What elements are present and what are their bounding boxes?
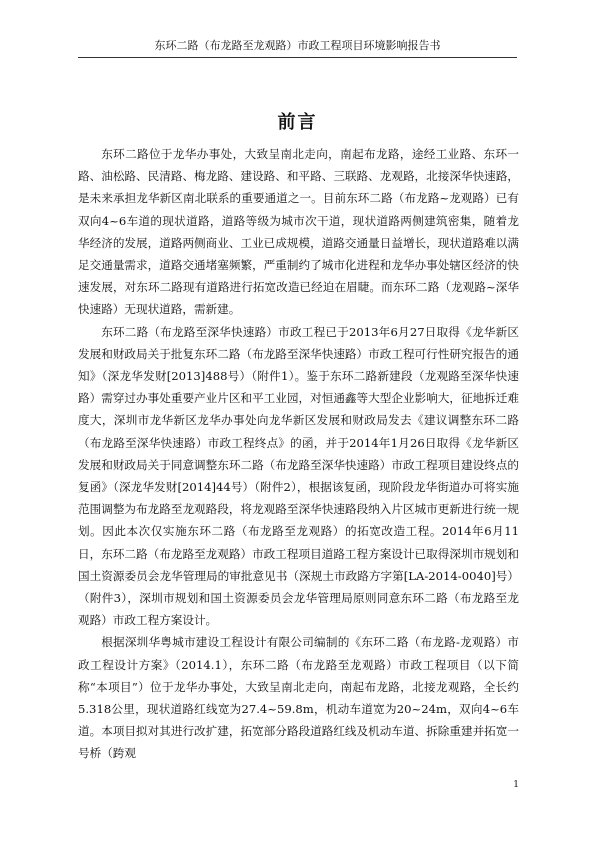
paragraph-1: 东环二路位于龙华办事处，大致呈南北走向，南起布龙路，途经工业路、东环一路、油松路、民清路、梅龙路、建设路、和平路、三联路、龙观路，北接深华快速路，是未来承担龙华新区南北联系的重要通道之一。目前东环二路（布龙路~龙观路）已有双向4~6车道的现状道路，道路等级为城市次干道，现状道路两侧建筑密集，随着龙华经济的发展，道路两侧商业、工业已成规模，道路交通量日益增长，现状道路难以满足交通量需求，道路交通堵塞频繁，严重制约了城市化进程和龙华办事处辖区经济的快速发展，对东环二路现有道路进行拓宽改造已经迫在眉睫。而东环二路（龙观路~深华快速路）无现状道路，需新建。	[78, 147, 519, 317]
section-title: 前言	[277, 112, 318, 133]
document-body	[78, 143, 519, 765]
running-header: 东环二路（布龙路至龙观路）市政工程项目环境影响报告书	[78, 39, 517, 58]
page-number: 1	[513, 780, 519, 790]
paragraph-2: 东环二路（布龙路至深华快速路）市政工程已于2013年6月27日取得《龙华新区发展和财政局关于批复东环二路（布龙路至深华快速路）市政工程可行性研究报告的通知》（深龙华发财[2013]488号）（附件1）。鉴于东环二路新建段（龙观路至深华快速路）需穿过办事处重要产业片区和平工业园，对恒通鑫等大型企业影响大，征地拆迁难度大，深圳市龙华新区龙华办事处向龙华新区发展和财政局发去《建议调整东环二路（布龙路至深华快速路）市政工程终点》的函，并于2014年1月26日取得《龙华新区发展和财政局关于同意调整东环二路（布龙路至深华快速路）市政工程项目建设终点的复函》（深龙华发财[2014]44号）（附件2），根据该复函，现阶段龙华街道办可将实施范围调整为布龙路至龙观路段，将龙观路至深华快速路段纳入片区城市更新进行统一规划。因此本次仅实施东环二路（布龙路至龙观路）的拓宽改造工程。2014年6月11日，东环二路（布龙路至龙观路）市政工程项目道路工程方案设计已取得深圳市规划和国土资源委员会龙华管理局的审批意见书（深规土市政路方字第[LA-2014-0040]号）（附件3），深圳市规划和国土资源委员会龙华管理局原则同意东环二路（布龙路至龙观路）市政工程方案设计。	[78, 324, 519, 628]
paragraph-3: 根据深圳华粤城市建设工程设计有限公司编制的《东环二路（布龙路-龙观路）市政工程设计方案》（2014.1），东环二路（布龙路至龙观路）市政工程项目（以下简称“本项目”）位于龙华办事处，大致呈南北走向，南起布龙路，北接龙观路，全长约5.318公里，现状道路红线宽为27.4~59.8m，机动车道宽为20~24m，双向4~6车道。本项目拟对其进行改扩建，拓宽部分路段道路红线及机动车道、拆除重建并拓宽一号桥（跨观	[78, 635, 519, 761]
